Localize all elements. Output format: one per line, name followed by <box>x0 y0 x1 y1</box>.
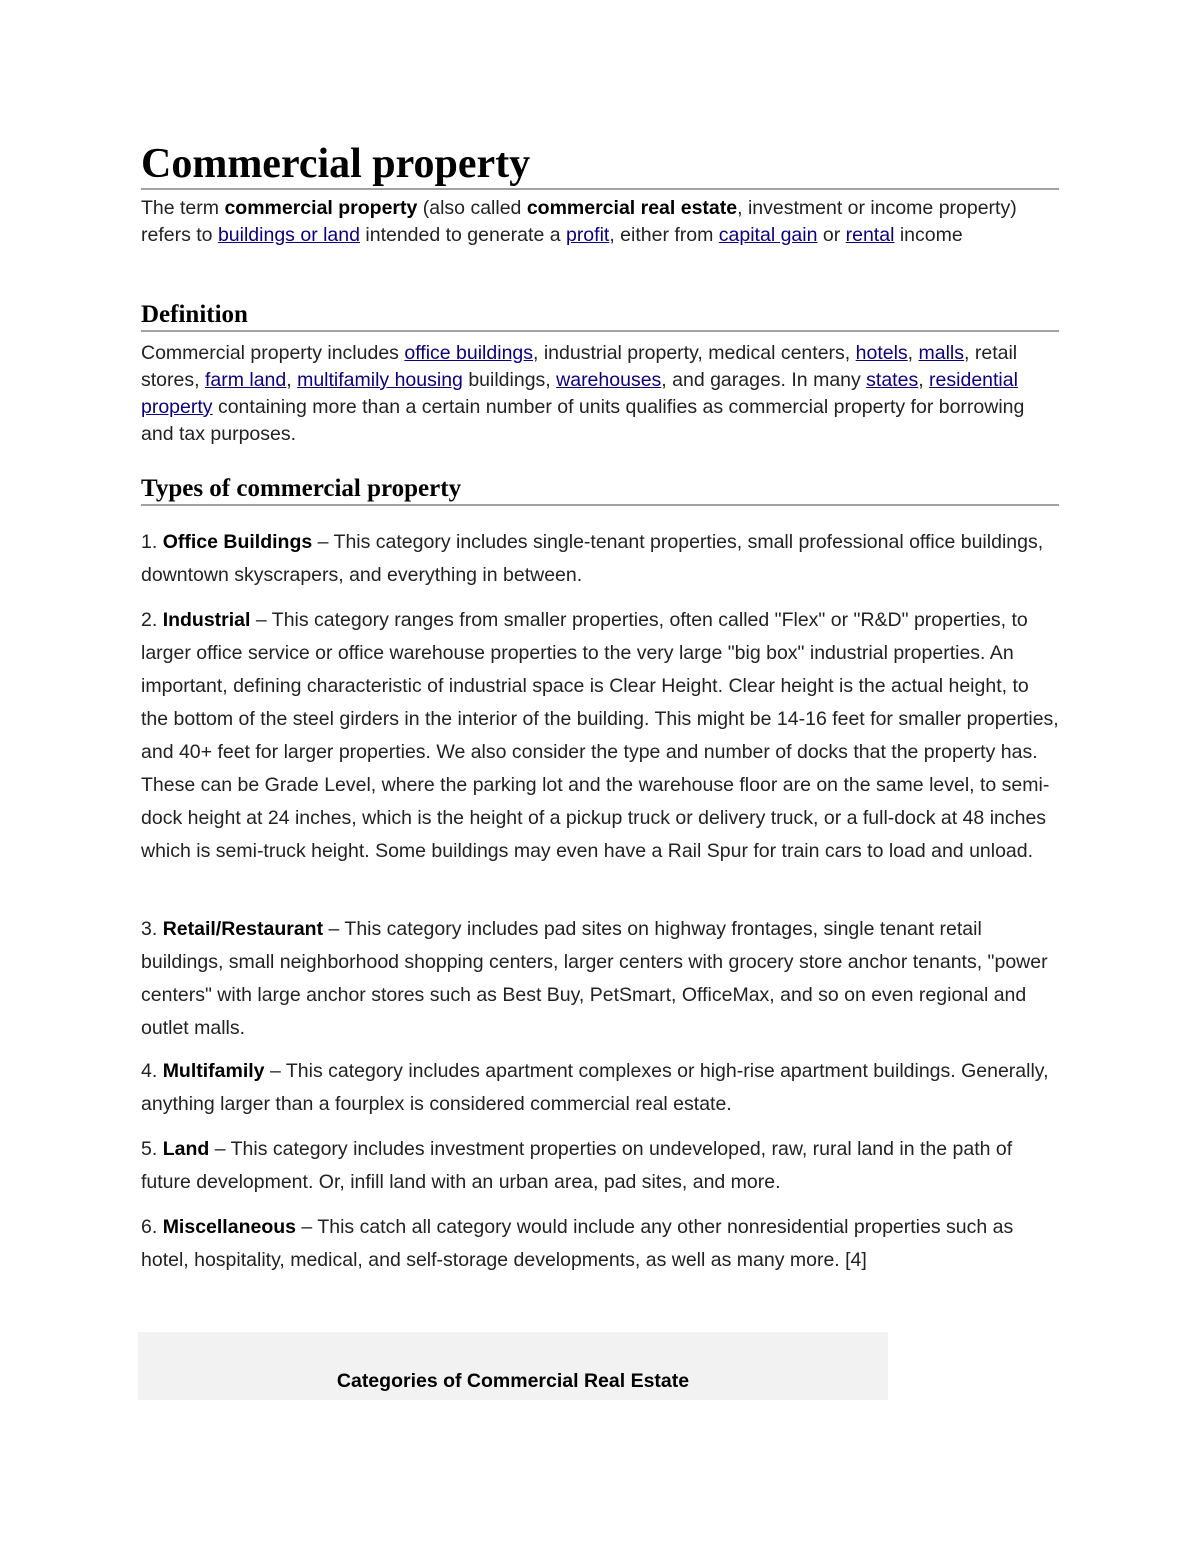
intro-text-6: or <box>817 224 846 246</box>
link-office-buildings[interactable]: office buildings <box>404 342 534 364</box>
def-text-2: , industrial property, medical centers, <box>533 342 856 364</box>
list-item <box>141 604 1059 868</box>
item-number: 5. <box>141 1138 163 1160</box>
item-label: Retail/Restaurant <box>162 918 324 940</box>
list-item <box>141 1055 1059 1121</box>
def-text-4: , retail stores, <box>141 342 1018 391</box>
link-farm-land[interactable]: farm land <box>204 369 287 391</box>
link-multifamily-housing[interactable]: multifamily housing <box>297 369 463 391</box>
types-heading: Types of commercial property <box>141 474 1059 506</box>
intro-text-4: intended to generate a <box>359 224 566 246</box>
item-label: Office Buildings <box>162 531 313 553</box>
intro-text-7: income <box>894 224 963 246</box>
intro-text-5: , either from <box>609 224 719 246</box>
item-text: – This category includes single-tenant properties, small professional office buildings, downtown skyscrapers, and everything in between. <box>141 531 1044 586</box>
definition-heading: Definition <box>141 300 1059 332</box>
def-text-7: , and garages. In many <box>661 369 867 391</box>
link-profit[interactable]: profit <box>565 224 610 246</box>
list-item <box>141 1133 1059 1199</box>
item-number: 6. <box>141 1216 163 1238</box>
def-text-6: buildings, <box>462 369 557 391</box>
def-text-5: , <box>286 369 298 391</box>
link-capital-gain[interactable]: capital gain <box>718 224 818 246</box>
def-text-9: containing more than a certain number of units qualifies as commercial property for borrowing and tax purposes. <box>141 396 1025 445</box>
def-text-1: Commercial property includes <box>141 342 405 364</box>
page-title: Commercial property <box>141 140 1059 190</box>
link-warehouses[interactable]: warehouses <box>556 369 662 391</box>
item-label: Multifamily <box>162 1060 265 1082</box>
intro-text-3: , investment or income property) refers to <box>141 197 1017 246</box>
link-malls[interactable]: malls <box>918 342 965 364</box>
item-text: – This category ranges from smaller properties, often called "Flex" or "R&D" properties, to larger office service or office warehouse properties to the very large "big box" industrial properties. An important, defining characteristic of industrial space is Clear Height. Clear height is the actual height, to the bottom of the steel girders in the interior of the building. This might be 14-16 feet for smaller properties, and 40+ feet for larger properties. We also consider the type and number of docks that the property has. These can be Grade Level, where the parking lot and the warehouse floor are on the same level, to semi-dock height at 24 inches, which is the height of a pickup truck or delivery truck, or a full-dock at 48 inches which is semi-truck height. Some buildings may even have a Rail Spur for train cars to load and unload. <box>141 609 1059 862</box>
item-text: – This catch all category would include any other nonresidential properties such as hotel, hospitality, medical, and self-storage developments, as well as many more. [4] <box>141 1216 1014 1271</box>
item-text: – This category includes investment properties on undeveloped, raw, rural land in the path of future development. Or, infill land with an urban area, pad sites, and more. <box>141 1138 1013 1193</box>
list-item <box>141 913 1059 1045</box>
item-number: 3. <box>141 918 163 940</box>
link-hotels[interactable]: hotels <box>855 342 908 364</box>
definition-paragraph <box>141 340 1059 448</box>
item-label: Miscellaneous <box>162 1216 296 1238</box>
item-number: 2. <box>141 609 163 631</box>
link-buildings-or-land[interactable]: buildings or land <box>217 224 360 246</box>
intro-text-2: (also called <box>417 197 527 219</box>
bold-commercial-property: commercial property <box>224 197 418 219</box>
item-number: 4. <box>141 1060 163 1082</box>
def-text-8: , <box>918 369 930 391</box>
link-residential-property[interactable]: residential property <box>141 369 1018 418</box>
bold-commercial-real-estate: commercial real estate <box>526 197 738 219</box>
intro-text-1: The term <box>141 197 225 219</box>
link-rental[interactable]: rental <box>845 224 895 246</box>
item-label: Land <box>162 1138 210 1160</box>
item-text: – This category includes apartment complexes or high-rise apartment buildings. Generally, anything larger than a fourplex is considered commercial real estate. <box>141 1060 1049 1115</box>
item-number: 1. <box>141 531 163 553</box>
list-item <box>141 1211 1059 1277</box>
def-text-3: , <box>907 342 919 364</box>
item-label: Industrial <box>162 609 251 631</box>
intro-paragraph <box>141 195 1059 249</box>
list-item <box>141 526 1059 592</box>
item-text: – This category includes pad sites on highway frontages, single tenant retail buildings, small neighborhood shopping centers, larger centers with grocery store anchor tenants, "power centers" with large anchor stores such as Best Buy, PetSmart, OfficeMax, and so on even regional and outlet malls. <box>141 918 1048 1039</box>
table-caption: Categories of Commercial Real Estate <box>336 1370 690 1392</box>
categories-table <box>138 1332 888 1400</box>
link-states[interactable]: states <box>866 369 919 391</box>
